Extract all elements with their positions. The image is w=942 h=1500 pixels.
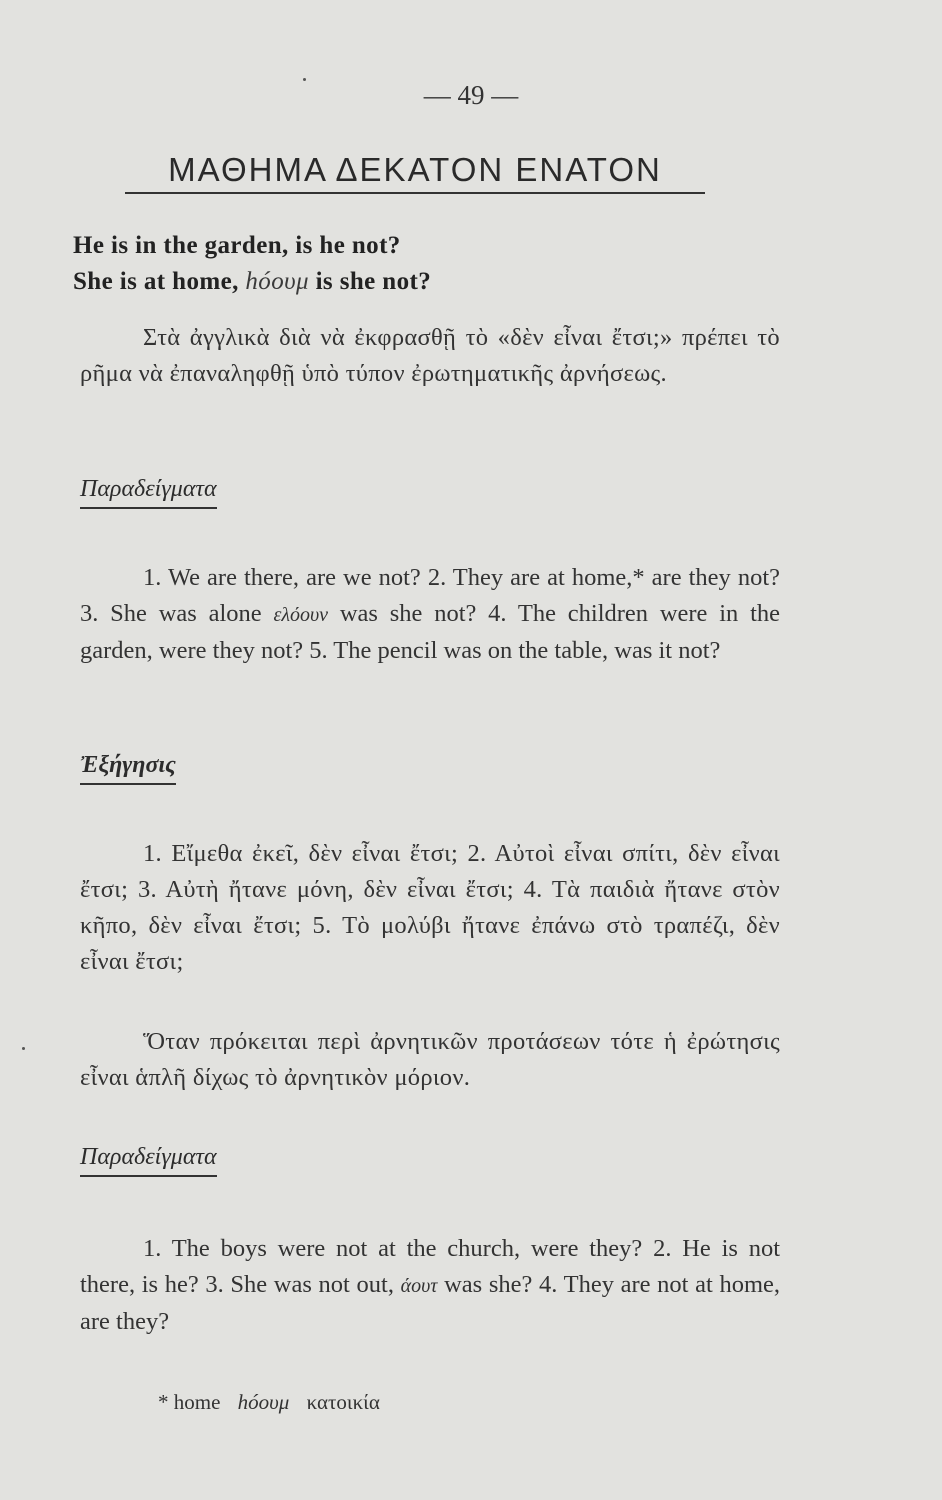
footnote-marker: * home (158, 1390, 221, 1414)
examples-2-text-b: was she? 4. They are not at home, are they? (80, 1271, 781, 1335)
example-line-2-end: is she not? (315, 268, 432, 295)
example-sentences (73, 228, 431, 300)
examples-heading-2: Παραδείγματα (80, 1144, 217, 1177)
footnote-pronunciation: hóουμ (237, 1390, 290, 1414)
rule-paragraph-1: Στὰ ἀγγλικὰ διὰ νὰ ἐκφρασθῇ τὸ «δὲν εἶναι ἔτσι;» πρέπει τὸ ρῆμα νὰ ἐπαναληφθῇ ὑπὸ τύπον ἐρωτηματικῆς ἀρνήσεως. (80, 324, 780, 387)
examples-paragraph-2 (80, 1231, 780, 1340)
explanation-heading: Ἐξήγησις (80, 752, 176, 785)
examples-paragraph-1 (80, 560, 780, 669)
pronunciation-out: άουτ (400, 1275, 438, 1297)
examples-heading-1: Παραδείγματα (80, 476, 217, 509)
lesson-title: ΜΑΘΗΜΑ ΔΕΚΑΤΟΝ ΕΝΑΤΟΝ (125, 150, 705, 194)
rule-paragraph-2: Ὅταν πρόκειται περὶ ἀρνητικῶν προτάσεων τότε ἡ ἐρώτησις εἶναι ἁπλῆ δίχως τὸ ἀρνητικὸν μόριον. (80, 1028, 780, 1091)
print-speck (22, 1047, 25, 1050)
example-line-2 (73, 264, 431, 300)
pronunciation-home: hóουμ (245, 268, 309, 295)
examples-1-text-a: 1. We are there, are we not? 2. They are at home,* are they not? 3. She was alone (80, 564, 780, 627)
pronunciation-alone: ελόουν (273, 604, 329, 626)
examples-2-text-a: 1. The boys were not at the church, were they? 2. He is not there, is he? 3. She was not out, (80, 1235, 780, 1298)
page-number: — 49 — (423, 80, 519, 110)
example-line-1: He is in the garden, is he not? (73, 232, 401, 259)
example-line-2-start: She is at home, (73, 268, 239, 295)
examples-1-text-b: was she not? 4. The children were in the garden, were they not? 5. The pencil was on the table, was it not? (80, 600, 780, 664)
footnote (158, 1390, 380, 1415)
footnote-meaning: κατοικία (306, 1390, 380, 1414)
explanation-paragraph: 1. Εἴμεθα ἐκεῖ, δὲν εἶναι ἔτσι; 2. Αὐτοὶ εἶναι σπίτι, δὲν εἶναι ἔτσι; 3. Αὐτὴ ἤτανε μόνη, δὲν εἶναι ἔτσι; 4. Τὰ παιδιὰ ἤτανε στὸν κῆπο, δὲν εἶναι ἔτσι; 5. Τὸ μολύβι ἤτανε ἐπάνω στὸ τραπέζι, δὲν εἶναι ἔτσι; (80, 840, 780, 975)
